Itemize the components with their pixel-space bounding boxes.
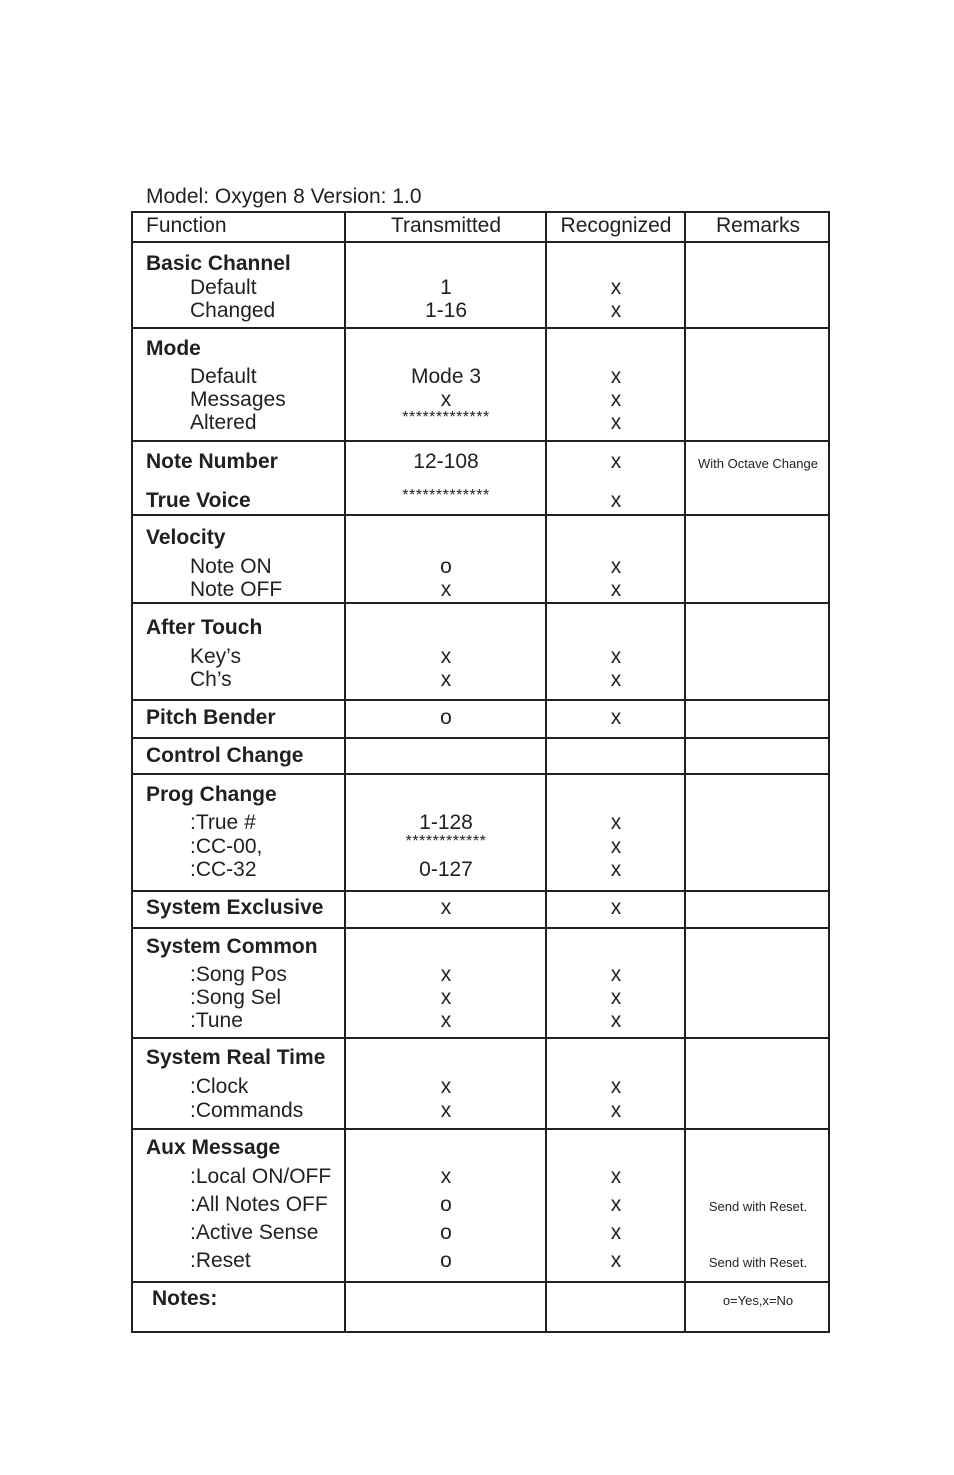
transmitted-value: x [440,896,452,919]
row-label: Note OFF [190,578,283,601]
row-divider [131,1281,830,1283]
row-label: :CC-32 [190,858,257,881]
row-label: Messages [190,388,286,411]
section-title-system-exclusive: System Exclusive [146,896,324,919]
transmitted-value: x [440,963,452,986]
recognized-value: x [610,555,622,578]
section-title-prog-change: Prog Change [146,783,277,806]
transmitted-value: 0-127 [419,858,473,881]
recognized-value: x [610,858,622,881]
row-label: Default [190,365,257,388]
remark-text: With Octave Change [698,456,818,471]
row-divider [131,602,830,604]
transmitted-value: ************ [405,833,487,850]
row-label: Altered [190,411,257,434]
row-label: :Reset [190,1249,251,1272]
recognized-value: x [610,1249,622,1272]
recognized-value: x [610,1193,622,1216]
section-title-true-voice: True Voice [146,489,251,512]
legend-remark: o=Yes,x=No [722,1293,794,1308]
transmitted-value: o [440,1221,452,1244]
remark-text: Send with Reset. [708,1199,808,1214]
row-divider [131,327,830,329]
recognized-value: x [610,578,622,601]
recognized-value: x [610,489,622,512]
row-label: :Clock [190,1075,249,1098]
transmitted-value: o [440,706,452,729]
transmitted-value: x [440,986,452,1009]
midi-implementation-chart [131,211,830,1333]
row-label: :CC-00, [190,835,263,858]
transmitted-value: ************* [402,409,490,426]
row-label: Key’s [190,645,241,668]
row-label: Ch’s [190,668,232,691]
recognized-value: x [610,706,622,729]
recognized-value: x [610,365,622,388]
column-header-remarks: Remarks [715,214,800,237]
section-title-after-touch: After Touch [146,616,263,639]
recognized-value: x [610,645,622,668]
section-title-aux-message: Aux Message [146,1136,281,1159]
section-title-system-common: System Common [146,935,318,958]
section-title-mode: Mode [146,337,201,360]
section-title-notes: Notes: [152,1287,218,1310]
recognized-value: x [610,1099,622,1122]
row-divider [131,1037,830,1039]
section-title-system-real-time: System Real Time [146,1046,326,1069]
transmitted-value: 1-16 [424,299,468,322]
transmitted-value: x [440,1099,452,1122]
row-label: :Commands [190,1099,304,1122]
recognized-value: x [610,835,622,858]
transmitted-value: o [440,1193,452,1216]
row-divider [131,1128,830,1130]
row-divider [131,773,830,775]
row-label: :Song Pos [190,963,287,986]
row-divider [131,699,830,701]
recognized-value: x [610,411,622,434]
transmitted-value: 12-108 [413,450,479,473]
row-label: :All Notes OFF [190,1193,328,1216]
row-label: :Local ON/OFF [190,1165,332,1188]
row-divider [131,514,830,516]
transmitted-value: x [440,1075,452,1098]
recognized-value: x [610,299,622,322]
transmitted-value: x [440,645,452,668]
recognized-value: x [610,388,622,411]
recognized-value: x [610,1165,622,1188]
transmitted-value: x [440,388,452,411]
recognized-value: x [610,1221,622,1244]
recognized-value: x [610,1075,622,1098]
row-label: :Active Sense [190,1221,319,1244]
transmitted-value: Mode 3 [410,365,482,388]
recognized-value: x [610,668,622,691]
column-header-recognized: Recognized [560,214,672,237]
row-divider [131,737,830,739]
recognized-value: x [610,276,622,299]
recognized-value: x [610,896,622,919]
row-divider [131,241,830,243]
transmitted-value: ************* [402,487,490,504]
recognized-value: x [610,986,622,1009]
recognized-value: x [610,450,622,473]
recognized-value: x [610,1009,622,1032]
transmitted-value: o [440,555,452,578]
row-divider [131,440,830,442]
section-title-control-change: Control Change [146,744,304,767]
transmitted-value: x [440,1165,452,1188]
row-divider [131,890,830,892]
recognized-value: x [610,811,622,834]
transmitted-value: x [440,668,452,691]
column-header-transmitted: Transmitted [390,214,502,237]
row-label: Note ON [190,555,272,578]
section-title-note-number: Note Number [146,450,278,473]
section-title-pitch-bender: Pitch Bender [146,706,276,729]
row-label: :Tune [190,1009,243,1032]
transmitted-value: x [440,578,452,601]
section-title-velocity: Velocity [146,526,226,549]
row-label: Default [190,276,257,299]
transmitted-value: 1-128 [419,811,473,834]
transmitted-value: 1 [440,276,452,299]
section-title-basic-channel: Basic Channel [146,252,291,275]
row-label: :Song Sel [190,986,282,1009]
row-label: Changed [190,299,276,322]
column-header-function: Function [146,214,227,237]
transmitted-value: x [440,1009,452,1032]
model-version-title: Model: Oxygen 8 Version: 1.0 [146,185,422,208]
remark-text: Send with Reset. [708,1255,808,1270]
recognized-value: x [610,963,622,986]
row-divider [131,927,830,929]
transmitted-value: o [440,1249,452,1272]
row-label: :True # [190,811,256,834]
